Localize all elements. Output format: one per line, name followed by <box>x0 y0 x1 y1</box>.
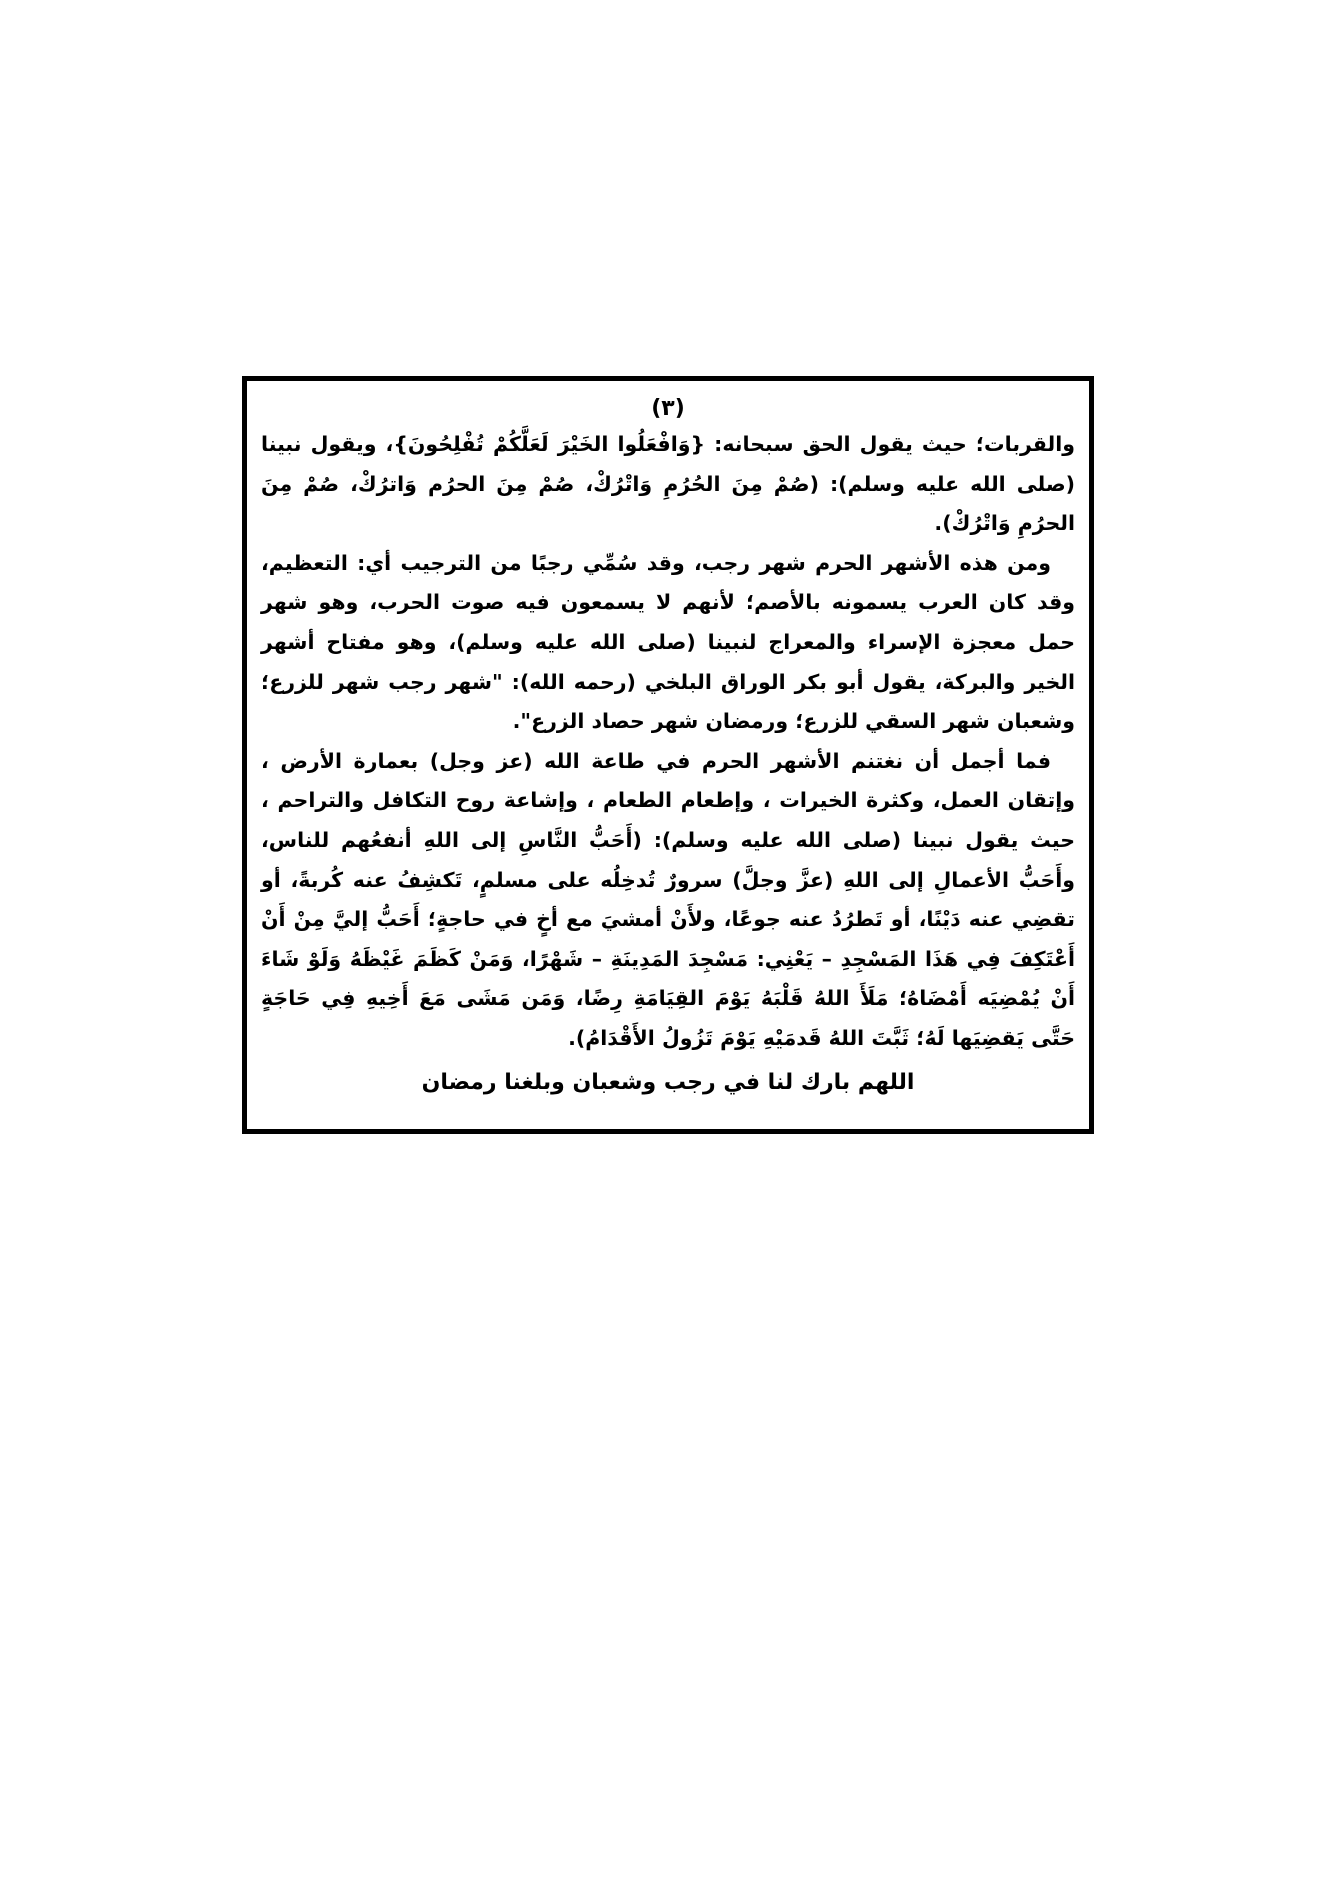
closing-prayer: اللهم بارك لنا في رجب وشعبان وبلغنا رمضان <box>421 1069 915 1095</box>
paragraph-3: فما أجمل أن نغتنم الأشهر الحرم في طاعة الله (عز وجل) بعمارة الأرض ، وإتقان العمل، وكثرة الخيرات ، وإطعام الطعام ، وإشاعة روح التكافل والتراحم ، حيث يقول نبينا (صلى الله عليه وسلم): (أَحَبُّ النَّاسِ إلى اللهِ أنفعُهم للناس، وأَحَبُّ الأعمالِ إلى اللهِ (عزَّ وجلَّ) سرورٌ تُدخِلُه على مسلمٍ، تَكشِفُ عنه كُربةً، أو تقضِي عنه دَيْنًا، أو تَطرُدُ عنه جوعًا، ولأَنْ أمشيَ مع أخٍ في حاجةٍ؛ أَحَبُّ إليَّ مِنْ أَنْ أَعْتَكِفَ فِي هَذَا المَسْجِدِ – يَعْنِي: مَسْجِدَ المَدِينَةِ – شَهْرًا، وَمَنْ كَظَمَ غَيْظَهُ وَلَوْ شَاءَ أَنْ يُمْضِيَه أَمْضَاهُ؛ مَلَأَ اللهُ قَلْبَهُ يَوْمَ القِيَامَةِ رِضًا، وَمَن مَشَى مَعَ أَخِيهِ فِي حَاجَةٍ حَتَّى يَقضِيَها لَهُ؛ ثَبَّتَ اللهُ قَدمَيْهِ يَوْمَ تَزُولُ الأَقْدَامُ). <box>261 748 1075 1050</box>
page-frame <box>242 376 1094 1134</box>
body-text <box>261 425 1075 1059</box>
paragraph-1: والقربات؛ حيث يقول الحق سبحانه: {وَافْعَلُوا الخَيْرَ لَعَلَّكُمْ تُفْلِحُونَ}، ويقول نبينا (صلى الله عليه وسلم): (صُمْ مِنَ الحُرُمِ وَاتْرُكْ، صُمْ مِنَ الحرُم وَاترُكْ، صُمْ مِنَ الحرُمِ وَاتْرُكْ). <box>261 432 1075 536</box>
paragraph-2: ومن هذه الأشهر الحرم شهر رجب، وقد سُمِّي رجبًا من الترجيب أي: التعظيم، وقد كان العرب يسمونه بالأصم؛ لأنهم لا يسمعون فيه صوت الحرب، وهو شهر حمل معجزة الإسراء والمعراج لنبينا (صلى الله عليه وسلم)، وهو مفتاح أشهر الخير والبركة، يقول أبو بكر الوراق البلخي (رحمه الله): "شهر رجب شهر للزرع؛ وشعبان شهر السقي للزرع؛ ورمضان شهر حصاد الزرع". <box>261 550 1075 734</box>
page-number: (٣) <box>651 396 685 421</box>
